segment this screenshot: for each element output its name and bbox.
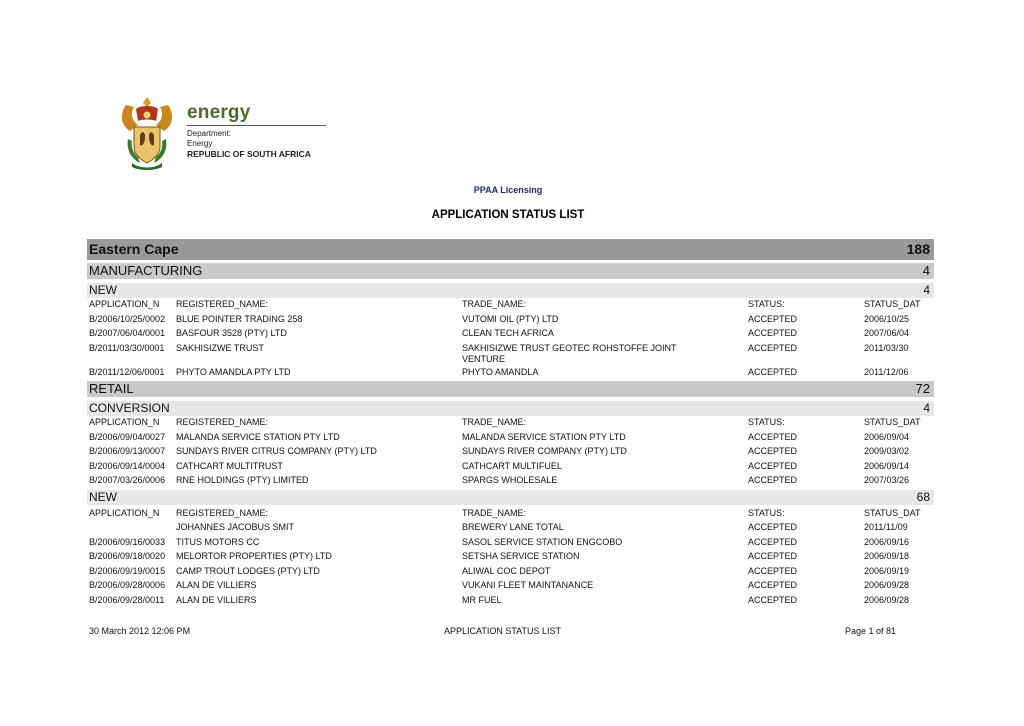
table-row bbox=[87, 446, 934, 461]
cell-status: ACCEPTED bbox=[748, 522, 798, 532]
cell-status: ACCEPTED bbox=[748, 460, 798, 471]
table-row bbox=[87, 522, 934, 537]
cell-status: ACCEPTED bbox=[748, 366, 798, 377]
cell-status: ACCEPTED bbox=[748, 475, 798, 485]
cell-date: 2006/09/14 bbox=[864, 460, 910, 471]
cell-reg: SUNDAYS RIVER CITRUS COMPANY (PTY) LTD bbox=[176, 446, 377, 456]
column-header-row bbox=[87, 508, 934, 523]
column-header-app: APPLICATION_N bbox=[89, 417, 160, 427]
cell-reg: PHYTO AMANDLA PTY LTD bbox=[176, 366, 291, 377]
cell-reg: SAKHISIZWE TRUST bbox=[176, 342, 264, 353]
cell-trade: MR FUEL bbox=[462, 594, 502, 605]
cell-trade: MALANDA SERVICE STATION PTY LTD bbox=[462, 431, 626, 442]
cell-app: B/2006/09/28/0006 bbox=[89, 580, 166, 590]
cell-status: ACCEPTED bbox=[748, 342, 798, 353]
sector-name: MANUFACTURING bbox=[89, 263, 203, 278]
sector-count: 72 bbox=[915, 381, 930, 396]
cell-status: ACCEPTED bbox=[748, 594, 798, 605]
cell-trade: SPARGS WHOLESALE bbox=[462, 475, 558, 485]
coat-of-arms-icon bbox=[118, 95, 176, 170]
cell-date: 2006/09/19 bbox=[864, 565, 910, 576]
cell-date: 2006/09/18 bbox=[864, 551, 910, 561]
group-name: NEW bbox=[89, 489, 117, 504]
cell-status: ACCEPTED bbox=[748, 446, 798, 456]
cell-app: B/2011/12/06/0001 bbox=[89, 366, 165, 377]
table-row bbox=[87, 328, 934, 343]
table-row bbox=[87, 475, 934, 490]
sector-name: RETAIL bbox=[89, 381, 134, 396]
cell-reg: RNE HOLDINGS (PTY) LIMITED bbox=[176, 475, 309, 485]
group-count: 68 bbox=[916, 489, 930, 504]
cell-trade: SAKHISIZWE TRUST GEOTEC ROHSTOFFE JOINT VENTURE bbox=[462, 342, 677, 364]
table-row bbox=[87, 580, 934, 595]
cell-reg: BLUE POINTER TRADING 258 bbox=[176, 313, 303, 324]
cell-date: 2007/03/26 bbox=[864, 475, 910, 485]
cell-date: 2006/10/25 bbox=[864, 313, 910, 324]
cell-reg: CATHCART MULTITRUST bbox=[176, 460, 283, 471]
cell-trade: VUKANI FLEET MAINTANANCE bbox=[462, 580, 594, 590]
province-header bbox=[87, 239, 934, 260]
department-logo bbox=[118, 95, 333, 170]
table-row bbox=[87, 551, 934, 566]
table-row bbox=[87, 432, 934, 447]
column-header-status: STATUS: bbox=[748, 507, 785, 518]
group-name: NEW bbox=[89, 283, 117, 297]
table-row bbox=[87, 343, 934, 367]
column-header-reg: REGISTERED_NAME: bbox=[176, 417, 269, 427]
column-header-row bbox=[87, 417, 934, 432]
table-row bbox=[87, 595, 934, 610]
cell-app: B/2006/09/16/0033 bbox=[89, 536, 166, 547]
cell-date: 2007/06/04 bbox=[864, 328, 910, 338]
cell-app: B/2006/09/13/0007 bbox=[89, 446, 166, 456]
group-count: 4 bbox=[923, 401, 930, 415]
cell-app: B/2007/06/04/0001 bbox=[89, 328, 166, 338]
cell-app: B/2006/09/04/0027 bbox=[89, 431, 166, 442]
table-row bbox=[87, 537, 934, 552]
cell-app: B/2006/09/19/0015 bbox=[89, 565, 166, 576]
cell-status: ACCEPTED bbox=[748, 328, 798, 338]
group-name: CONVERSION bbox=[89, 401, 170, 415]
cell-trade: CATHCART MULTIFUEL bbox=[462, 460, 562, 471]
cell-date: 2006/09/16 bbox=[864, 536, 910, 547]
column-header-date: STATUS_DAT bbox=[864, 299, 921, 309]
footer-title: APPLICATION STATUS LIST bbox=[444, 626, 562, 636]
cell-reg: CAMP TROUT LODGES (PTY) LTD bbox=[176, 565, 320, 576]
status-list bbox=[87, 239, 934, 609]
column-header-status: STATUS: bbox=[748, 299, 785, 309]
logo-line-country: REPUBLIC OF SOUTH AFRICA bbox=[187, 149, 311, 159]
group-count: 4 bbox=[923, 283, 930, 297]
cell-app: B/2006/09/28/0011 bbox=[89, 594, 165, 605]
cell-reg: ALAN DE VILLIERS bbox=[176, 580, 257, 590]
cell-status: ACCEPTED bbox=[748, 536, 798, 547]
cell-trade: VUTOMI OIL (PTY) LTD bbox=[462, 313, 559, 324]
sector-header bbox=[87, 381, 934, 397]
cell-date: 2006/09/28 bbox=[864, 594, 910, 605]
logo-line-energy: Energy bbox=[187, 139, 213, 148]
column-header-row bbox=[87, 299, 934, 314]
cell-trade: SASOL SERVICE STATION ENGCOBO bbox=[462, 536, 623, 547]
group-header bbox=[87, 283, 934, 298]
table-row bbox=[87, 367, 934, 382]
group-header bbox=[87, 490, 934, 505]
cell-date: 2011/03/30 bbox=[864, 342, 909, 353]
cell-trade: ALIWAL COC DEPOT bbox=[462, 565, 551, 576]
cell-reg: MELORTOR PROPERTIES (PTY) LTD bbox=[176, 551, 332, 561]
cell-trade: SETSHA SERVICE STATION bbox=[462, 551, 580, 561]
cell-reg: TITUS MOTORS CC bbox=[176, 536, 260, 547]
column-header-date: STATUS_DAT bbox=[864, 507, 921, 518]
cell-status: ACCEPTED bbox=[748, 551, 798, 561]
cell-date: 2009/03/02 bbox=[864, 446, 910, 456]
column-header-trade: TRADE_NAME: bbox=[462, 417, 527, 427]
cell-date: 2006/09/28 bbox=[864, 580, 910, 590]
logo-line-department: Department: bbox=[187, 129, 232, 138]
report-title: APPLICATION STATUS LIST bbox=[431, 209, 585, 221]
report-subtitle: PPAA Licensing bbox=[473, 185, 543, 195]
column-header-app: APPLICATION_N bbox=[89, 507, 160, 518]
column-header-app: APPLICATION_N bbox=[89, 299, 160, 309]
logo-wordmark: energy bbox=[187, 102, 251, 123]
footer-page-number: Page 1 of 81 bbox=[845, 626, 897, 636]
cell-trade: PHYTO AMANDLA bbox=[462, 366, 539, 377]
cell-trade: BREWERY LANE TOTAL bbox=[462, 522, 564, 532]
column-header-reg: REGISTERED_NAME: bbox=[176, 299, 269, 309]
column-header-trade: TRADE_NAME: bbox=[462, 299, 527, 309]
province-count: 188 bbox=[906, 241, 930, 257]
column-header-trade: TRADE_NAME: bbox=[462, 507, 527, 518]
cell-date: 2011/11/09 bbox=[864, 522, 908, 532]
cell-reg: MALANDA SERVICE STATION PTY LTD bbox=[176, 431, 340, 442]
cell-reg: BASFOUR 3528 (PTY) LTD bbox=[176, 328, 287, 338]
cell-app: B/2007/03/26/0006 bbox=[89, 475, 166, 485]
cell-reg: ALAN DE VILLIERS bbox=[176, 594, 257, 605]
column-header-status: STATUS: bbox=[748, 417, 785, 427]
cell-app: B/2006/09/18/0020 bbox=[89, 551, 166, 561]
cell-reg: JOHANNES JACOBUS SMIT bbox=[176, 522, 295, 532]
cell-status: ACCEPTED bbox=[748, 313, 798, 324]
table-row bbox=[87, 566, 934, 581]
cell-status: ACCEPTED bbox=[748, 580, 798, 590]
table-row bbox=[87, 461, 934, 476]
cell-date: 2006/09/04 bbox=[864, 431, 910, 442]
cell-app: B/2006/10/25/0002 bbox=[89, 313, 166, 324]
sector-count: 4 bbox=[922, 263, 930, 278]
logo-divider bbox=[187, 125, 326, 126]
cell-app: B/2006/09/14/0004 bbox=[89, 460, 166, 471]
cell-status: ACCEPTED bbox=[748, 565, 798, 576]
cell-trade: CLEAN TECH AFRICA bbox=[462, 328, 554, 338]
group-header bbox=[87, 401, 934, 416]
cell-trade: SUNDAYS RIVER COMPANY (PTY) LTD bbox=[462, 446, 627, 456]
cell-date: 2011/12/06 bbox=[864, 366, 909, 377]
table-row bbox=[87, 314, 934, 329]
column-header-reg: REGISTERED_NAME: bbox=[176, 507, 269, 518]
column-header-date: STATUS_DAT bbox=[864, 417, 921, 427]
cell-status: ACCEPTED bbox=[748, 431, 798, 442]
cell-app: B/2011/03/30/0001 bbox=[89, 342, 165, 353]
province-name: Eastern Cape bbox=[89, 241, 179, 257]
footer-timestamp: 30 March 2012 12:06 PM bbox=[89, 626, 191, 636]
sector-header bbox=[87, 263, 934, 279]
